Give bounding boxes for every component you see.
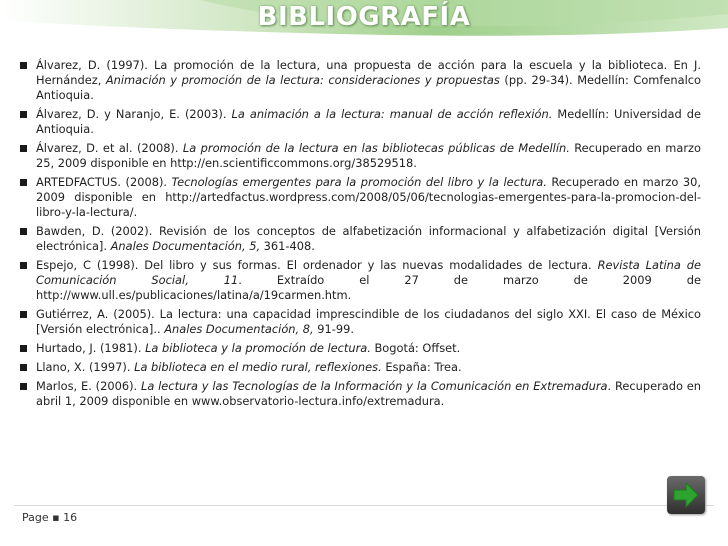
next-slide-button[interactable] — [667, 476, 705, 514]
list-item: Álvarez, D. et al. (2008). La promoción de la lectura en las bibliotecas públicas de Medellín. Recuperado en marzo 25, 2009 disponible en http://en.scientificcommons.org/38529518. — [18, 141, 701, 171]
square-bullet-icon — [20, 262, 27, 269]
list-item: Hurtado, J. (1981). La biblioteca y la promoción de lectura. Bogotá: Offset. — [18, 341, 701, 356]
square-bullet-icon — [20, 311, 27, 318]
list-item: Álvarez, D. (1997). La promoción de la lectura, una propuesta de acción para la escuela y la biblioteca. En J. Hernández, Animación y promoción de la lectura: consideraciones y propuestas (pp. 29-34). Medellín: Comfenalco Antioquia. — [18, 58, 701, 103]
list-item: Espejo, C (1998). Del libro y sus formas. El ordenador y las nuevas modalidades de lectura. Revista Latina de Comunicación Social, 11. Extraído el 27 de marzo de 2009 de http://www.ull.es/publicaciones/latina/a/19carmen.htm. — [18, 258, 701, 303]
list-item: Marlos, E. (2006). La lectura y las Tecnologías de la Información y la Comunicación en Extremadura. Recuperado en abril 1, 2009 disponible en www.observatorio-lectura.info/extremadura. — [18, 379, 701, 409]
page-title: BIBLIOGRAFÍA — [257, 2, 471, 32]
square-bullet-icon — [20, 179, 27, 186]
list-item: ARTEDFACTUS. (2008). Tecnologías emergentes para la promoción del libro y la lectura. Recuperado en marzo 30, 2009 disponible en http://artedfactus.wordpress.com/2008/05/06/tecnologias-emergentes-para-la-promocion-del-libro-y-la-lectura/. — [18, 175, 701, 220]
list-item: Bawden, D. (2002). Revisión de los conceptos de alfabetización informacional y alfabetización digital [Versión electrónica]. Anales Documentación, 5, 361-408. — [18, 224, 701, 254]
square-bullet-icon — [20, 383, 27, 390]
square-bullet-icon — [20, 145, 27, 152]
list-item: Álvarez, D. y Naranjo, E. (2003). La animación a la lectura: manual de acción reflexión. Medellín: Universidad de Antioquia. — [18, 107, 701, 137]
footer-divider — [14, 505, 714, 506]
square-bullet-icon — [20, 62, 27, 69]
square-bullet-icon — [20, 364, 27, 371]
list-item: Gutiérrez, A. (2005). La lectura: una capacidad imprescindible de los ciudadanos del siglo XXI. El caso de México [Versión electrónica].. Anales Documentación, 8, 91-99. — [18, 307, 701, 337]
bibliography-list — [18, 58, 701, 413]
square-bullet-icon — [20, 345, 27, 352]
square-bullet-icon — [20, 111, 27, 118]
list-item: Llano, X. (1997). La biblioteca en el medio rural, reflexiones. España: Trea. — [18, 360, 701, 375]
square-bullet-icon — [20, 228, 27, 235]
right-arrow-icon — [671, 480, 701, 510]
page-number: Page ▪ 16 — [22, 511, 78, 524]
